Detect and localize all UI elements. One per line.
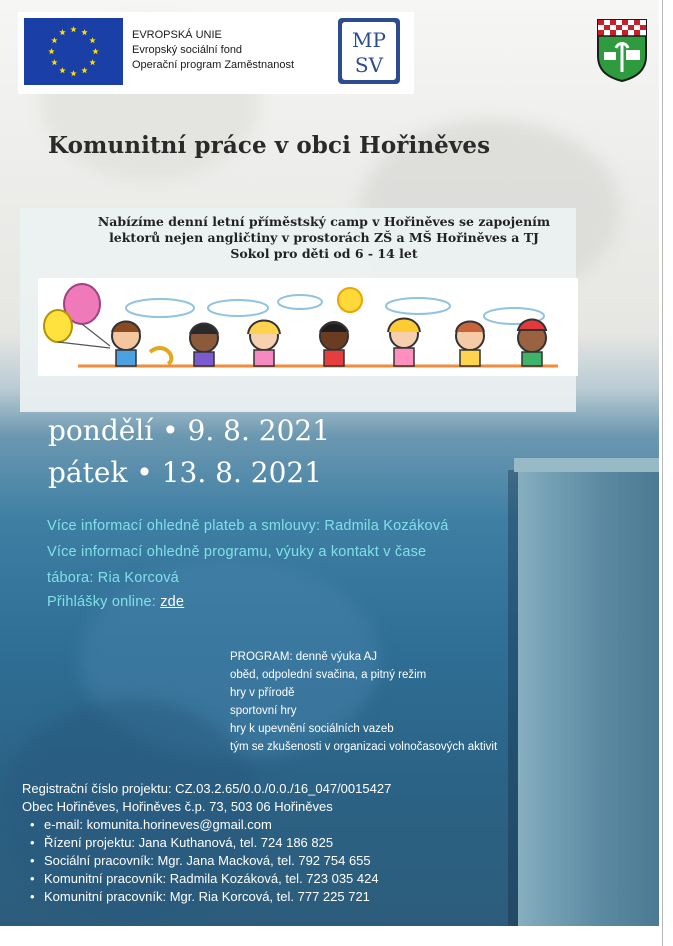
page-edge [662, 0, 673, 946]
eu-text-line: Evropský sociální fond [132, 44, 243, 56]
wall-pillar-top [514, 458, 659, 472]
eu-text-block [132, 28, 294, 73]
contact-email[interactable]: • e-mail: komunita.horineves@gmail.com [44, 816, 391, 834]
eu-star-icon [81, 67, 87, 73]
contacts-list [22, 816, 391, 906]
offer-text [34, 214, 614, 262]
eu-text-line: EVROPSKÁ UNIE [132, 29, 222, 41]
signup-link[interactable]: zde [160, 594, 185, 610]
contacts-block [22, 780, 391, 906]
offer-line: Nabízíme denní letní příměstský camp v Hořiněves se zapojením [97, 214, 551, 229]
pillar-shadow [508, 470, 518, 926]
eu-star-icon [48, 48, 54, 54]
info-payments: Více informací ohledně plateb a smlouvy: Radmila Kozáková [47, 518, 449, 534]
eu-star-icon [89, 59, 95, 65]
contact-item: • Komunitní pracovník: Mgr. Ria Korcová, tel. 777 225 721 [44, 888, 391, 906]
date-end: pátek • 13. 8. 2021 [48, 456, 323, 489]
contact-item: • Řízení projektu: Jana Kuthanová, tel. 724 186 825 [44, 834, 391, 852]
date-start: pondělí • 9. 8. 2021 [48, 414, 331, 447]
page-title: Komunitní práce v obci Hořiněves [48, 132, 491, 159]
program-item: PROGRAM: denně výuka AJ [230, 651, 378, 663]
eu-text-line: Operační program Zaměstnanost [132, 59, 295, 71]
mpsv-logo [338, 18, 400, 84]
svg-text:MP: MP [352, 28, 386, 52]
eu-star-icon [89, 37, 95, 43]
eu-star-icon [59, 67, 65, 73]
info-program-line: tábora: Ria Korcová [47, 570, 179, 586]
program-item: oběd, odpolední svačina, a pitný režim [230, 669, 427, 681]
offer-line: lektorů nejen angličtiny v prostorách ZŠ a MŠ Hořiněves a TJ [109, 230, 539, 245]
contact-item: • Komunitní pracovník: Radmila Kozáková, tel. 723 035 424 [44, 870, 391, 888]
eu-star-icon [51, 59, 57, 65]
eu-star-icon [92, 48, 98, 54]
wall-pillar [518, 462, 659, 926]
info-program-line: Více informací ohledně programu, výuky a kontakt v čase [47, 544, 427, 560]
village-coat-of-arms-icon [596, 18, 648, 82]
eu-stars-icon [24, 18, 123, 85]
address: Obec Hořiněves, Hořiněves č.p. 73, 503 06 Hořiněves [22, 799, 333, 814]
registration-number: Registrační číslo projektu: CZ.03.2.65/0.0./0.0./16_047/0015427 [22, 781, 392, 796]
eu-star-icon [70, 70, 76, 76]
children-illustration [38, 278, 578, 376]
eu-star-icon [70, 26, 76, 32]
mpsv-logo-lettering [342, 22, 396, 80]
program-item: hry k upevnění sociálních vazeb [230, 723, 394, 735]
offer-line: Sokol pro děti od 6 - 14 let [230, 246, 418, 261]
eu-star-icon [59, 29, 65, 35]
eu-flag-icon [24, 18, 123, 85]
program-item: tým se zkušenosti v organizaci volnočasových aktivit [230, 741, 498, 753]
program-list [230, 648, 497, 756]
eu-star-icon [81, 29, 87, 35]
signup-label: Přihlášky online: [47, 594, 161, 610]
eu-star-icon [51, 37, 57, 43]
contact-item: • Sociální pracovník: Mgr. Jana Macková, tel. 792 754 655 [44, 852, 391, 870]
program-item: hry v přírodě [230, 687, 295, 699]
program-item: sportovní hry [230, 705, 297, 717]
info-signup [47, 594, 184, 610]
svg-text:SV: SV [354, 53, 384, 77]
